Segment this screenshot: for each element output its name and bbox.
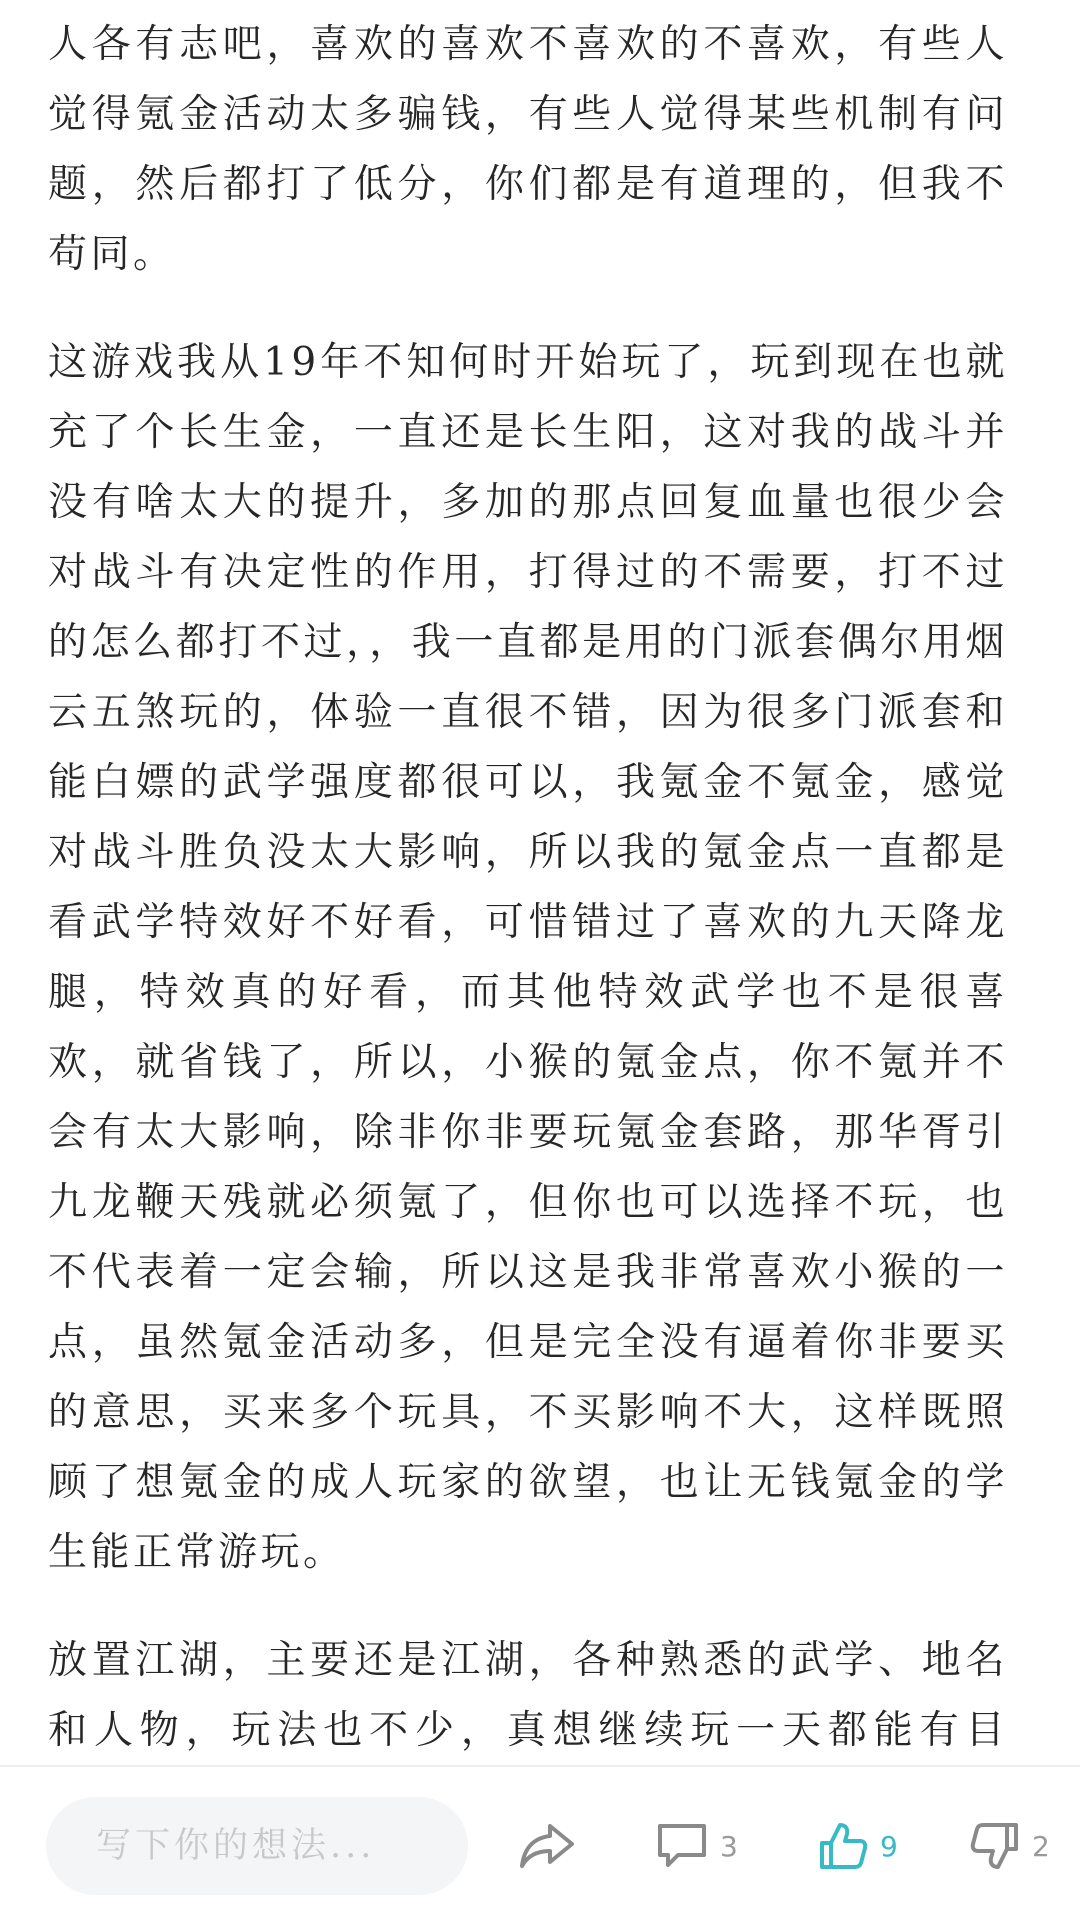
comment-bubble-icon bbox=[656, 1821, 708, 1871]
comment-input[interactable] bbox=[46, 1797, 468, 1895]
thumbs-down-icon bbox=[970, 1821, 1020, 1871]
review-paragraph-1: 人各有志吧，喜欢的喜欢不喜欢的不喜欢，有些人觉得氪金活动太多骗钱，有些人觉得某些机制有问题，然后都打了低分，你们都是有道理的，但我不苟同。 bbox=[48, 22, 1008, 277]
like-button[interactable] bbox=[818, 1797, 898, 1895]
share-icon bbox=[518, 1820, 576, 1872]
review-paragraph-3: 放置江湖，主要还是江湖，各种熟悉的武学、地名和人物，玩法也不少，真想继续玩一天都能有目 bbox=[48, 1638, 1008, 1753]
review-article bbox=[48, 10, 1008, 1762]
comment-count: 3 bbox=[720, 1829, 738, 1863]
like-count: 9 bbox=[880, 1829, 898, 1863]
dislike-button[interactable] bbox=[970, 1797, 1050, 1895]
dislike-count: 2 bbox=[1032, 1829, 1050, 1863]
thumbs-up-icon bbox=[818, 1821, 868, 1871]
share-button[interactable] bbox=[518, 1797, 576, 1895]
bottom-action-bar bbox=[0, 1767, 1080, 1924]
review-paragraph-2: 这游戏我从19年不知何时开始玩了，玩到现在也就充了个长生金，一直还是长生阳，这对我的战斗并没有啥太大的提升，多加的那点回复血量也很少会对战斗有决定性的作用，打得过的不需要，打不过的怎么都打不过，，我一直都是用的门派套偶尔用烟云五煞玩的，体验一直很不错，因为很多门派套和能白嫖的武学强度都很可以，我氪金不氪金，感觉对战斗胜负没太大影响，所以我的氪金点一直都是看武学特效好不好看，可惜错过了喜欢的九天降龙腿，特效真的好看，而其他特效武学也不是很喜欢，就省钱了，所以，小猴的氪金点，你不氪并不会有太大影响，除非你非要玩氪金套路，那华胥引九龙鞭天残就必须氪了，但你也可以选择不玩，也不代表着一定会输，所以这是我非常喜欢小猴的一点，虽然氪金活动多，但是完全没有逼着你非要买的意思，买来多个玩具，不买影响不大，这样既照顾了想氪金的成人玩家的欲望，也让无钱氪金的学生能正常游玩。 bbox=[48, 340, 1008, 1575]
comment-button[interactable] bbox=[656, 1797, 738, 1895]
